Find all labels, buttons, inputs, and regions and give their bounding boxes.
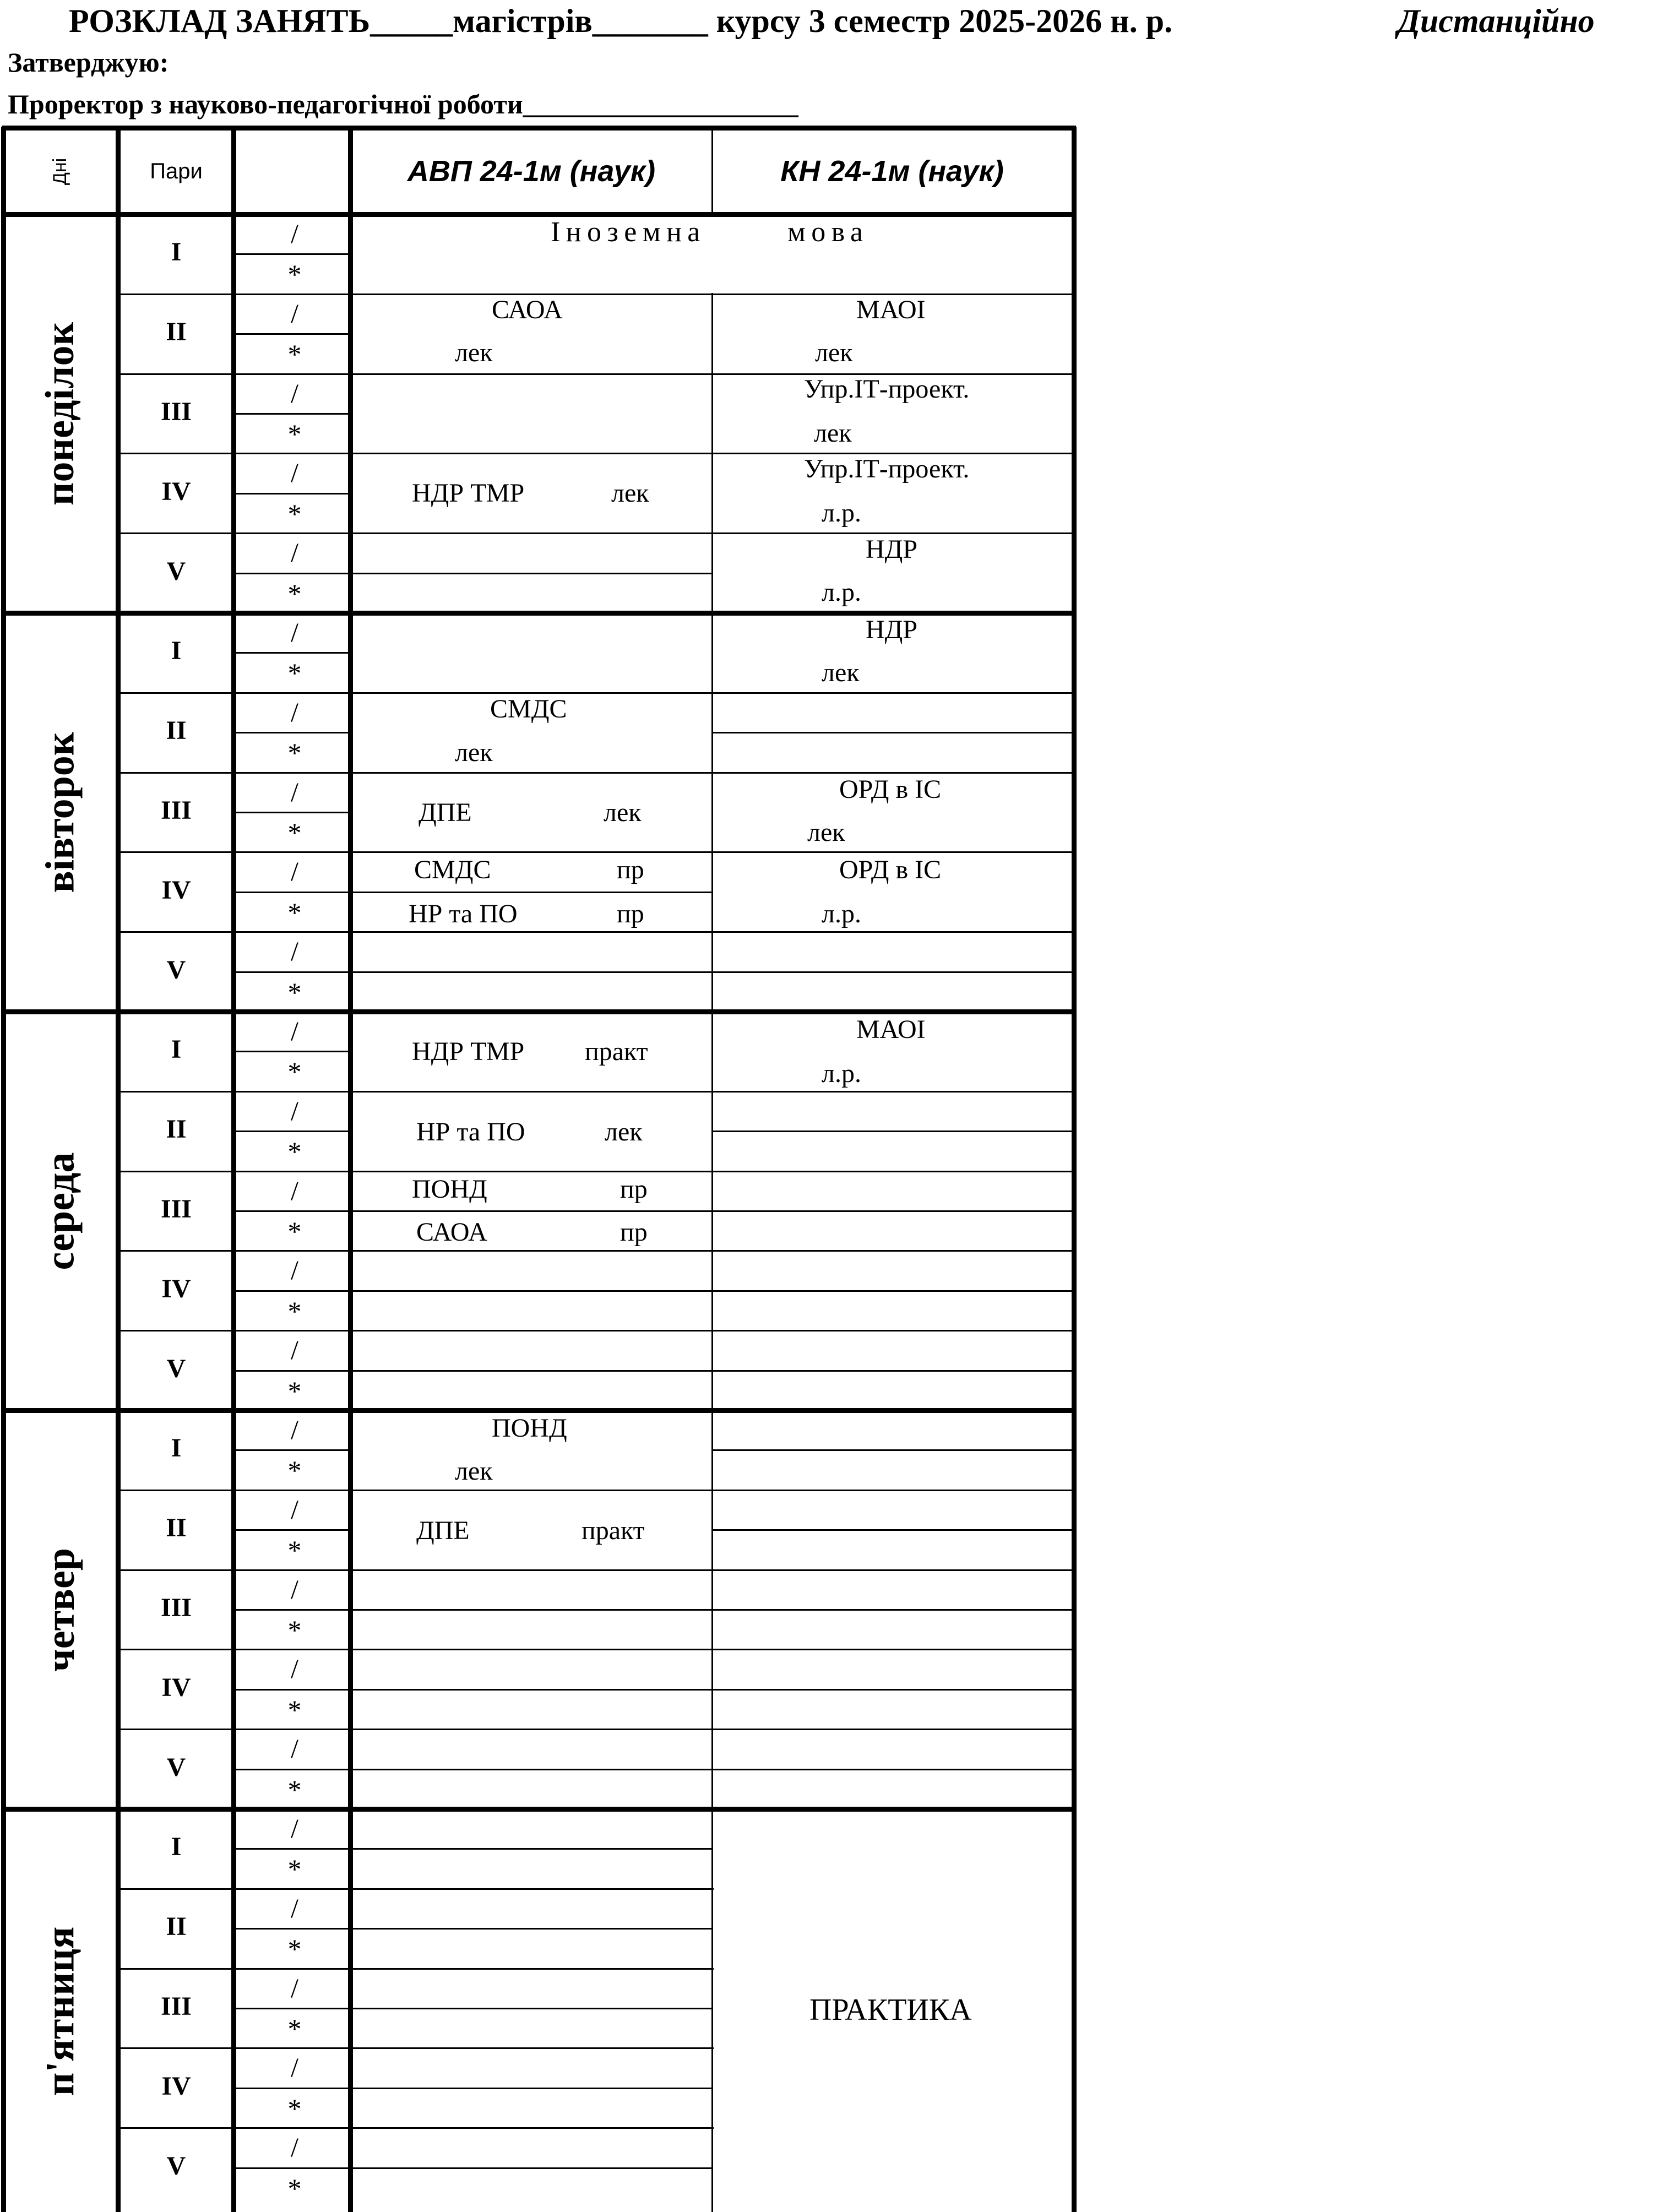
numerator-week-marker: / — [291, 1095, 298, 1126]
pair-separator — [118, 294, 1074, 295]
class-name: ДПЕ — [419, 798, 472, 827]
class-type: пр — [617, 855, 644, 884]
class-name: СМДС — [414, 855, 491, 884]
week-separator — [233, 1131, 350, 1132]
numerator-week-marker: / — [291, 2052, 298, 2083]
numerator-week-marker: / — [291, 1015, 298, 1046]
week-separator — [233, 892, 350, 893]
week-separator — [233, 1689, 350, 1691]
kn-week-separator — [712, 1609, 1074, 1611]
pair-separator — [118, 692, 1074, 694]
class-type: пр — [620, 1175, 648, 1204]
days-column-border — [116, 127, 121, 2212]
day-separator — [2, 212, 1076, 217]
class-name: СМДС — [490, 694, 567, 724]
class-type: практ — [581, 1516, 645, 1545]
pair-number: III — [160, 796, 192, 825]
pair-separator — [118, 1649, 1074, 1650]
day-tuesday — [6, 615, 116, 1010]
kn-week-separator — [712, 971, 1074, 973]
denominator-week-marker: * — [287, 419, 302, 449]
avp-week-separator — [350, 2008, 712, 2009]
day-wednesday — [6, 1013, 116, 1409]
day-monday — [6, 216, 116, 611]
class-name: МАОІ — [856, 1015, 926, 1044]
day-label: понеділок — [37, 322, 83, 506]
numerator-week-marker: / — [291, 1254, 298, 1285]
numerator-week-marker: / — [291, 457, 298, 488]
avp-week-separator — [350, 2167, 712, 2169]
class-name: МАОІ — [856, 295, 926, 324]
numerator-week-marker: / — [291, 1334, 298, 1365]
class-type: лек — [611, 479, 649, 508]
approval-label: Затверджую: — [8, 47, 169, 78]
kn-week-separator — [712, 1689, 1074, 1691]
denominator-week-marker: * — [287, 1774, 302, 1805]
class-type: лек — [604, 798, 642, 827]
pair-separator — [118, 1729, 1074, 1730]
pair-number: IV — [161, 477, 191, 506]
class-type: практ — [585, 1037, 648, 1066]
day-thursday — [6, 1412, 116, 1807]
class-name: ОРД в ІС — [839, 775, 942, 804]
denominator-week-marker: * — [287, 1933, 302, 1964]
merged-cell-mask — [714, 2046, 1072, 2050]
pairs-column-border — [231, 127, 236, 2212]
numerator-week-marker: / — [291, 776, 298, 807]
denominator-week-marker: * — [287, 259, 302, 290]
class-type: лек — [814, 419, 852, 448]
table-right-border — [1072, 127, 1077, 2212]
week-separator — [233, 493, 350, 494]
kn-week-separator — [712, 1449, 1074, 1451]
pair-number: V — [166, 557, 186, 586]
class-type: лек — [455, 338, 493, 367]
kn-week-separator — [712, 1210, 1074, 1212]
avp-week-separator — [350, 971, 712, 973]
denominator-week-marker: * — [287, 1136, 302, 1167]
class-type: пр — [617, 899, 644, 928]
day-label: п'ятниця — [37, 1926, 83, 2096]
pair-number: III — [160, 1194, 192, 1224]
pair-separator — [118, 1171, 1074, 1172]
denominator-week-marker: * — [287, 897, 302, 928]
pair-number: IV — [161, 2072, 191, 2101]
class-name: НДР ТМР — [412, 479, 525, 508]
group-header-kn: КН 24-1м (наук) — [780, 155, 1004, 188]
pair-number: IV — [161, 1274, 191, 1303]
pair-number: V — [166, 955, 186, 985]
numerator-week-marker: / — [291, 936, 298, 966]
class-name: НР та ПО — [409, 899, 518, 928]
week-separator — [233, 1370, 350, 1372]
week-separator — [233, 1769, 350, 1770]
week-separator — [233, 1848, 350, 1850]
denominator-week-marker: * — [287, 1535, 302, 1566]
numerator-week-marker: / — [291, 1414, 298, 1445]
class-name: НДР — [866, 615, 918, 644]
kn-week-separator — [712, 1131, 1074, 1132]
denominator-week-marker: * — [287, 1376, 302, 1406]
week-separator — [233, 1210, 350, 1212]
week-separator — [233, 971, 350, 973]
pair-separator — [118, 931, 1074, 933]
kn-week-separator — [712, 1529, 1074, 1531]
pair-number: I — [171, 636, 182, 665]
numerator-week-marker: / — [291, 617, 298, 648]
avp-week-separator — [350, 1290, 712, 1292]
denominator-week-marker: * — [287, 2173, 302, 2204]
avp-week-separator — [350, 1689, 712, 1691]
denominator-week-marker: * — [287, 339, 302, 369]
kn-week-separator — [712, 1290, 1074, 1292]
week-separator — [233, 2167, 350, 2169]
denominator-week-marker: * — [287, 657, 302, 688]
denominator-week-marker: * — [287, 1615, 302, 1645]
week-separator — [233, 652, 350, 654]
day-friday — [6, 1811, 116, 2212]
pair-number: I — [171, 1832, 182, 1861]
class-type: л.р. — [822, 1059, 861, 1088]
class-name: НДР — [866, 535, 918, 564]
class-type: лек — [605, 1117, 643, 1146]
week-separator — [233, 732, 350, 733]
foreign-language-class: Іноземна мова — [551, 216, 869, 248]
kn-week-separator — [712, 1370, 1074, 1372]
class-type: лек — [807, 818, 845, 847]
week-separator — [233, 1051, 350, 1052]
pair-separator — [118, 1091, 1074, 1093]
class-type: лек — [455, 738, 493, 767]
numerator-week-marker: / — [291, 1494, 298, 1525]
week-separator — [233, 1529, 350, 1531]
class-name: НДР ТМР — [412, 1037, 525, 1066]
kn-week-separator — [712, 1769, 1074, 1770]
class-name: ДПЕ — [416, 1516, 470, 1545]
day-separator — [2, 1807, 1076, 1812]
numerator-week-marker: / — [291, 298, 298, 329]
numerator-week-marker: / — [291, 1893, 298, 1923]
numerator-week-marker: / — [291, 1733, 298, 1764]
avp-week-separator — [350, 2088, 712, 2089]
denominator-week-marker: * — [287, 737, 302, 768]
pair-number: I — [171, 1035, 182, 1064]
class-name: САОА — [492, 295, 563, 324]
class-name: Упр.ІТ-проект. — [804, 454, 970, 483]
week-separator — [233, 2008, 350, 2009]
pair-number: V — [166, 1354, 186, 1383]
class-type: лек — [455, 1456, 493, 1486]
pair-number: II — [166, 1115, 187, 1144]
pair-number: V — [166, 2151, 186, 2181]
numerator-week-marker: / — [291, 1813, 298, 1844]
denominator-week-marker: * — [287, 1854, 302, 1884]
week-separator — [233, 1449, 350, 1451]
class-name: НР та ПО — [416, 1117, 525, 1146]
avp-week-separator — [350, 1769, 712, 1770]
merged-cell-mask — [714, 1887, 1072, 1891]
days-header — [6, 130, 116, 213]
pair-number: IV — [161, 1673, 191, 1702]
week-separator — [233, 1928, 350, 1930]
numerator-week-marker: / — [291, 218, 298, 249]
denominator-week-marker: * — [287, 1694, 302, 1725]
denominator-week-marker: * — [287, 817, 302, 848]
numerator-week-marker: / — [291, 697, 298, 727]
numerator-week-marker: / — [291, 1574, 298, 1605]
days-header-label: Дні — [50, 157, 71, 185]
merged-cell-mask — [714, 1967, 1072, 1971]
group-divider — [711, 293, 713, 2212]
class-type: лек — [822, 658, 860, 687]
denominator-week-marker: * — [287, 1296, 302, 1327]
pair-separator — [118, 851, 1074, 853]
prorector-line: Проректор з науково-педагогічної роботи____________________ — [8, 89, 798, 119]
denominator-week-marker: * — [287, 2093, 302, 2124]
class-type: л.р. — [822, 498, 861, 528]
avp-week-separator — [350, 1609, 712, 1611]
denominator-week-marker: * — [287, 2013, 302, 2044]
pair-number: III — [160, 397, 192, 426]
avp-week-separator — [350, 1928, 712, 1930]
numerator-week-marker: / — [291, 1175, 298, 1206]
denominator-week-marker: * — [287, 977, 302, 1008]
day-label: середа — [37, 1151, 83, 1270]
numerator-week-marker: / — [291, 1653, 298, 1684]
avp-week-separator — [350, 573, 712, 574]
pair-number: II — [166, 317, 187, 346]
pair-separator — [118, 1490, 1074, 1491]
avp-week-separator — [350, 1370, 712, 1372]
week-separator — [233, 253, 350, 255]
avp-week-separator — [350, 1210, 712, 1212]
numerator-week-marker: / — [291, 856, 298, 887]
day-label: вівторок — [37, 732, 83, 893]
class-type: пр — [620, 1218, 648, 1247]
denominator-week-marker: * — [287, 1455, 302, 1486]
class-type: л.р. — [822, 578, 861, 607]
pair-separator — [118, 1250, 1074, 1252]
pair-number: II — [166, 1912, 187, 1941]
pair-separator — [118, 1330, 1074, 1331]
class-type: л.р. — [822, 899, 861, 928]
denominator-week-marker: * — [287, 1056, 302, 1087]
pair-number: V — [166, 1753, 186, 1782]
avp-week-separator — [350, 892, 712, 893]
kn-week-separator — [712, 732, 1074, 733]
schedule-title: РОЗКЛАД ЗАНЯТЬ_____магістрів_______ курсу 3 семестр 2025-2026 н. р. — [69, 3, 1173, 39]
pair-separator — [118, 532, 1074, 534]
denominator-week-marker: * — [287, 578, 302, 609]
denominator-week-marker: * — [287, 1216, 302, 1247]
pair-separator — [118, 1569, 1074, 1571]
numerator-week-marker: / — [291, 537, 298, 568]
study-mode: Дистанційно — [1398, 3, 1595, 39]
week-separator — [233, 812, 350, 813]
pair-number: III — [160, 1992, 192, 2021]
day-label: четвер — [37, 1547, 83, 1672]
numerator-week-marker: / — [291, 2132, 298, 2162]
class-name: САОА — [416, 1218, 487, 1247]
week-separator — [233, 413, 350, 415]
pair-number: III — [160, 1593, 192, 1622]
week-separator — [233, 1290, 350, 1292]
class-name: ПОНД — [412, 1175, 487, 1204]
pair-number: II — [166, 716, 187, 745]
avp-week-separator — [350, 1848, 712, 1850]
practice-block: ПРАКТИКА — [809, 1993, 972, 2027]
class-name: ПОНД — [492, 1414, 567, 1443]
week-separator — [233, 2088, 350, 2089]
group-header-avp: АВП 24-1м (наук) — [407, 155, 656, 188]
class-name: ОРД в ІС — [839, 855, 942, 884]
week-separator — [233, 333, 350, 335]
merged-cell-mask — [714, 2126, 1072, 2130]
pairs-header: Пари — [150, 159, 203, 183]
pair-number: I — [171, 237, 182, 267]
numerator-week-marker: / — [291, 378, 298, 409]
pair-number: IV — [161, 876, 191, 905]
week-separator — [233, 1609, 350, 1611]
denominator-week-marker: * — [287, 498, 302, 529]
pair-number: II — [166, 1513, 187, 1542]
week-separator — [233, 573, 350, 574]
class-name: Упр.ІТ-проект. — [804, 374, 970, 404]
class-type: лек — [815, 338, 853, 367]
pair-number: I — [171, 1433, 182, 1463]
numerator-week-marker: / — [291, 1972, 298, 2003]
